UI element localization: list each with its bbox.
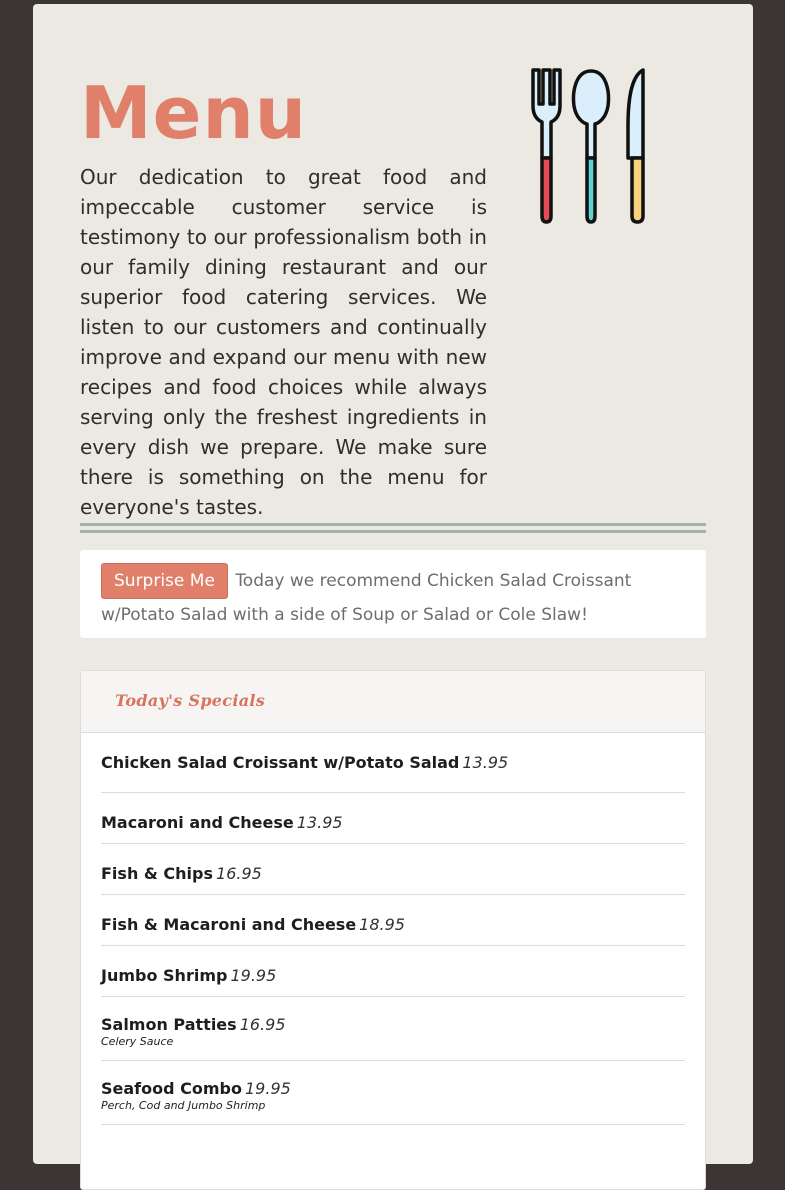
item-note: Perch, Cod and Jumbo Shrimp <box>101 1099 266 1112</box>
item-price: 19.95 <box>245 1079 291 1098</box>
item-row <box>101 753 685 773</box>
item-row <box>101 864 685 884</box>
recommendation-text: Today we recommend Chicken Salad Croissant w/Potato Salad with a side of Soup or Salad or Cole Slaw! <box>101 571 632 625</box>
recommendation-box <box>80 550 706 638</box>
menu-description: Our dedication to great food and impeccable customer service is testimony to our professionalism both in our family dining restaurant and our superior food catering services. We listen to our customers and continually improve and expand our menu with new recipes and food choices while always serving only the freshest ingredients in every dish we prepare. We make sure there is something on the menu for everyone's tastes. <box>80 165 487 519</box>
item-row <box>101 966 685 986</box>
specials-title: Today's Specials <box>115 691 266 710</box>
list-item <box>101 997 685 1061</box>
specials-header <box>81 671 705 733</box>
page-title: Menu <box>80 71 307 155</box>
item-price: 13.95 <box>296 813 343 832</box>
item-price: 18.95 <box>359 915 405 934</box>
item-name: Chicken Salad Croissant w/Potato Salad <box>101 753 460 772</box>
item-price: 16.95 <box>216 864 262 883</box>
item-price: 19.95 <box>230 966 277 985</box>
item-note: Celery Sauce <box>101 1035 174 1048</box>
item-name: Macaroni and Cheese <box>101 813 294 832</box>
list-item <box>101 844 685 895</box>
knife-icon <box>628 70 643 222</box>
fork-icon <box>533 70 560 222</box>
item-name: Fish & Chips <box>101 864 214 883</box>
surprise-me-button[interactable]: Surprise Me <box>101 563 228 599</box>
item-name: Jumbo Shrimp <box>101 966 228 985</box>
fork-spoon-knife-icon <box>528 66 658 226</box>
list-item <box>101 946 685 997</box>
section-divider <box>80 523 706 533</box>
list-item <box>101 1061 685 1125</box>
item-name: Seafood Combo <box>101 1079 242 1098</box>
item-row <box>101 1015 685 1035</box>
item-price: 16.95 <box>239 1015 286 1034</box>
list-item <box>101 895 685 946</box>
item-row <box>101 915 685 935</box>
list-item <box>101 793 685 844</box>
item-price: 13.95 <box>462 753 509 772</box>
spoon-icon <box>574 71 609 222</box>
item-name: Fish & Macaroni and Cheese <box>101 915 357 934</box>
list-item <box>101 733 685 793</box>
item-row <box>101 1079 685 1099</box>
item-name: Salmon Patties <box>101 1015 237 1034</box>
item-row <box>101 813 685 833</box>
specials-panel <box>80 670 706 1190</box>
menu-page <box>33 4 753 1164</box>
specials-list <box>101 733 685 1125</box>
intro-section <box>80 68 487 522</box>
